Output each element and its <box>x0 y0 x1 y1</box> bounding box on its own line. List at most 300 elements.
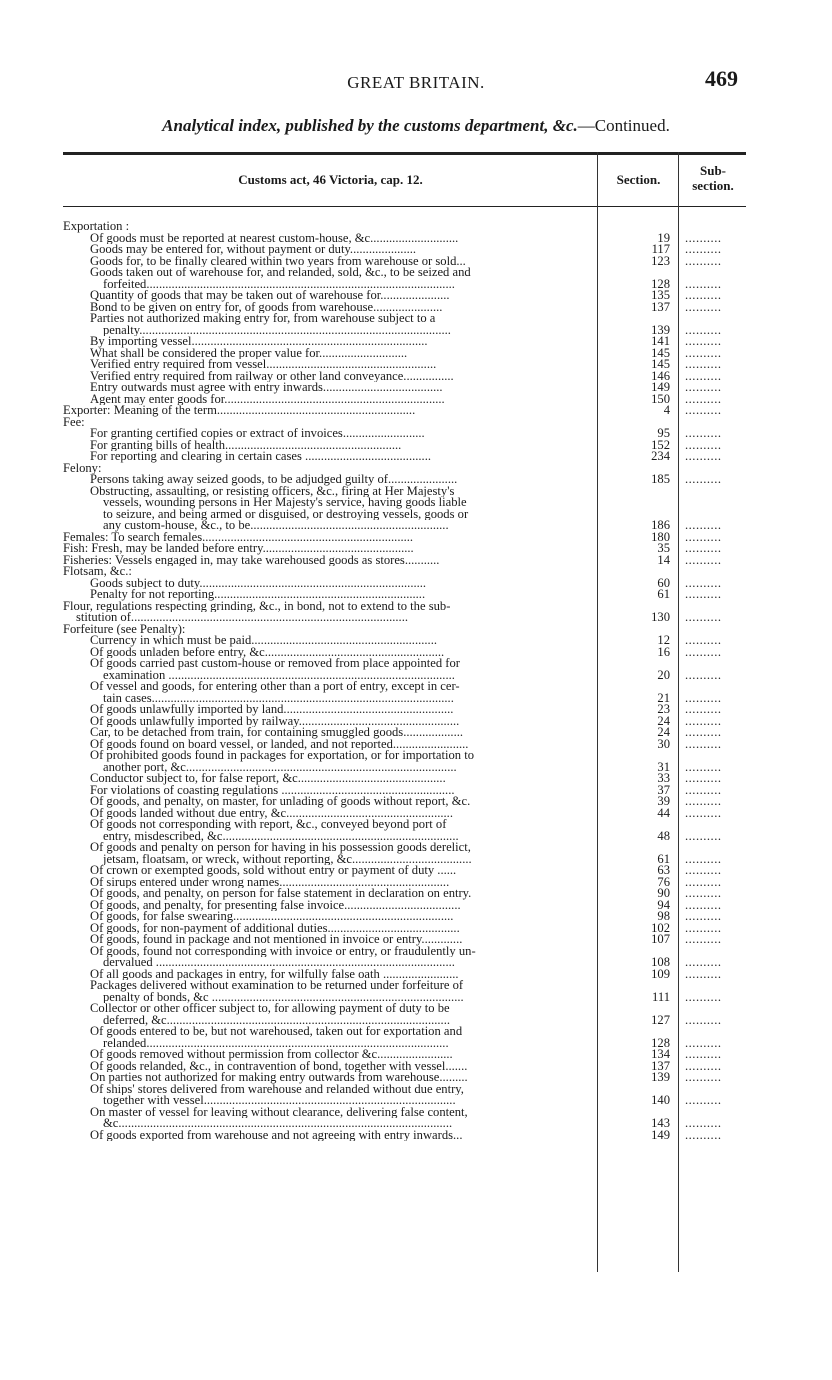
index-entry-row <box>63 946 746 969</box>
subsection-leader: .......... <box>685 1014 722 1026</box>
index-entry-line: examination ........................................................................................... <box>103 669 455 681</box>
index-entry-line: Of all goods and packages in entry, for wilfully false oath ........................ <box>90 968 459 980</box>
section-number: 24 <box>657 713 670 728</box>
subsection-leader: .......... <box>685 474 722 486</box>
subsection-leader: .......... <box>685 1095 722 1107</box>
section-number: 102 <box>651 920 670 935</box>
index-entry-text <box>63 1130 593 1142</box>
index-entry-text <box>63 359 593 371</box>
subsection-leader: .......... <box>685 531 722 543</box>
index-entry-line: Females: To search females................................................................... <box>63 531 414 543</box>
subsection-leader: .......... <box>685 1049 722 1061</box>
subsection-leader: .......... <box>685 704 722 716</box>
section-number: 111 <box>652 989 670 1004</box>
index-entry-text <box>63 727 593 739</box>
index-entry-row <box>63 704 746 716</box>
index-entry-text <box>63 451 593 463</box>
index-entry-text <box>63 980 593 1003</box>
section-number: 149 <box>651 1127 670 1142</box>
subsection-leader: .......... <box>685 796 722 808</box>
subsection-leader: .......... <box>685 393 722 405</box>
index-entry-row <box>63 874 746 889</box>
index-entry-text <box>63 1107 593 1130</box>
subsection-leader: .......... <box>685 761 722 773</box>
index-entry-line: Of goods found on board vessel, or landed, and not reported........................ <box>90 738 469 750</box>
index-entry-row <box>63 842 746 865</box>
subsection-leader: .......... <box>685 830 722 842</box>
section-number: 60 <box>657 575 670 590</box>
index-entry-line: &c.......................................................................................................... <box>103 1118 453 1130</box>
subsection-leader: .......... <box>685 324 722 336</box>
index-entry-row <box>63 299 746 314</box>
index-entry-line: Of prohibited goods found in packages for exportation, or for importation to <box>90 750 475 762</box>
table-subtitle <box>0 116 832 136</box>
index-entry-line: Entry outwards must agree with entry inwards...................................... <box>90 382 443 394</box>
index-entry-line: Flour, regulations respecting grinding, &c., in bond, not to extend to the sub- <box>63 600 451 612</box>
index-entry-line: another port, &c...................................................................................... <box>103 761 457 773</box>
subsection-leader: .......... <box>685 727 722 739</box>
index-entry-row <box>63 391 746 406</box>
index-entry-row <box>63 566 746 578</box>
index-entry-row <box>63 601 746 624</box>
index-entry-line: any custom-house, &c., to be............................................................... <box>103 520 449 532</box>
index-entry-row <box>63 463 746 475</box>
index-entry-line: Of goods exported from warehouse and not agreeing with entry inwards... <box>90 1129 463 1141</box>
index-entry-line: Collector or other officer subject to, for allowing payment of duty to be <box>90 1003 450 1015</box>
index-entry-text <box>63 1049 593 1061</box>
index-entry-line: Goods subject to duty........................................................................ <box>90 577 427 589</box>
section-number: 185 <box>651 472 670 486</box>
section-number: 145 <box>651 357 670 371</box>
section-number: 12 <box>657 633 670 647</box>
section-number: 14 <box>657 552 670 567</box>
index-entry-text <box>63 313 593 336</box>
index-entry-line: Conductor subject to, for false report, &c............................................... <box>90 773 446 785</box>
index-entry-row <box>63 486 746 532</box>
index-entry-row <box>63 1049 746 1061</box>
subsection-leader: .......... <box>685 991 722 1003</box>
subsection-leader: .......... <box>685 957 722 969</box>
index-entry-row <box>63 253 746 268</box>
index-entry-line: Of goods unladen before entry, &c......................................................... <box>90 646 445 658</box>
index-entry-row <box>63 897 746 912</box>
section-number: 127 <box>651 1012 670 1027</box>
subsection-leader: .......... <box>685 232 722 244</box>
index-entry-line: Goods may be entered for, without payment or duty..................... <box>90 244 417 256</box>
index-entry-text <box>63 233 593 245</box>
index-entry-line: deferred, &c.......................................................................................... <box>103 1014 450 1026</box>
section-number: 35 <box>657 541 670 555</box>
page-number: 469 <box>705 66 738 91</box>
index-entry-text <box>63 566 593 578</box>
section-number: 128 <box>651 1035 670 1050</box>
index-entry-line: Verified entry required from railway or other land conveyance................ <box>90 370 454 382</box>
index-entry-line: Of goods entered to be, but not warehoused, taken out for exportation and <box>90 1026 463 1038</box>
index-entry-text <box>63 348 593 360</box>
index-entry-line: Of goods not corresponding with report, &c., conveyed beyond port of <box>90 819 447 831</box>
section-number: 19 <box>657 230 670 245</box>
subsection-leader: .......... <box>685 244 722 256</box>
subsection-leader: .......... <box>685 612 722 624</box>
index-entry-line: Car, to be detached from train, for containing smuggled goods................... <box>90 727 464 739</box>
index-entry-line: Of goods, and penalty, for presenting false invoice..................................... <box>90 899 461 911</box>
section-number: 20 <box>657 667 670 682</box>
index-entry-row <box>63 474 746 486</box>
index-entry-text <box>63 336 593 348</box>
index-entry-line: Of goods, and penalty, on person for false statement in declaration on entry. <box>90 888 472 900</box>
index-entry-line: relanded................................................................................................ <box>103 1037 449 1049</box>
column-header-subsection-line2: section. <box>692 178 734 193</box>
index-entry-line: Packages delivered without examination to be returned under forfeiture of <box>90 980 464 992</box>
section-number: 21 <box>657 690 670 705</box>
section-number: 152 <box>651 437 670 452</box>
index-entry-row <box>63 345 746 360</box>
index-entry-line: Of goods removed without permission from collector &c........................ <box>90 1049 453 1061</box>
index-entry-text <box>63 1026 593 1049</box>
index-entry-line: Verified entry required from vessel...................................................... <box>90 359 437 371</box>
subsection-leader: .......... <box>685 807 722 819</box>
index-entry-text <box>63 946 593 969</box>
index-entry-text <box>63 244 593 256</box>
section-number: 37 <box>657 782 670 797</box>
section-number: 90 <box>657 886 670 900</box>
index-entry-line: Of goods relanded, &c., in contravention of bond, together with vessel....... <box>90 1060 468 1072</box>
index-entry-row <box>63 911 746 923</box>
section-number: 61 <box>657 851 670 866</box>
index-entry-text <box>63 428 593 440</box>
index-entry-row <box>63 552 746 567</box>
section-number: 117 <box>651 242 670 256</box>
index-entry-row <box>63 1058 746 1073</box>
index-entry-line: penalty................................................................................................... <box>103 324 451 336</box>
subsection-leader: .......... <box>685 968 722 980</box>
section-number: 180 <box>651 529 670 544</box>
index-entry-text <box>63 405 593 417</box>
index-entry-text <box>63 1084 593 1107</box>
section-number: 94 <box>657 897 670 912</box>
index-entry-text <box>63 888 593 900</box>
subsection-leader: .......... <box>685 439 722 451</box>
subsection-leader: .......... <box>685 1129 722 1141</box>
index-entry-row <box>63 1127 746 1142</box>
section-number: 109 <box>651 966 670 981</box>
index-entry-text <box>63 842 593 865</box>
subsection-leader: .......... <box>685 784 722 796</box>
section-number: 107 <box>651 932 670 946</box>
index-entry-text <box>63 589 593 601</box>
subsection-leader: .......... <box>685 359 722 371</box>
index-entry-row <box>63 451 746 463</box>
index-entry-text <box>63 635 593 647</box>
index-entry-line: Of goods must be reported at nearest custom-house, &c............................ <box>90 232 459 244</box>
index-entry-row <box>63 1003 746 1026</box>
index-entry-line: Of goods unlawfully imported by land...................................................... <box>90 704 454 716</box>
index-entry-text <box>63 647 593 659</box>
index-entry-row <box>63 727 746 739</box>
index-entry-line: together with vessel................................................................................ <box>103 1095 456 1107</box>
subsection-leader: .......... <box>685 1037 722 1049</box>
index-entry-line: For granting bills of health........................................................ <box>90 439 402 451</box>
subsection-leader: .......... <box>685 865 722 877</box>
section-number: 150 <box>651 391 670 406</box>
index-entry-line: Of ships' stores delivered from warehouse and relanded without due entry, <box>90 1083 464 1095</box>
index-entry-text <box>63 474 593 486</box>
section-number: 145 <box>651 345 670 360</box>
section-number: 128 <box>651 276 670 291</box>
index-entry-text <box>63 601 593 624</box>
index-entry-line: tain cases................................................................................................ <box>103 692 454 704</box>
index-entry-text <box>63 808 593 820</box>
index-entry-line: penalty of bonds, &c ................................................................................ <box>103 991 464 1003</box>
section-number: 39 <box>657 794 670 808</box>
subsection-leader: .......... <box>685 336 722 348</box>
index-entry-text <box>63 923 593 935</box>
section-number: 137 <box>651 1058 670 1073</box>
index-entry-text <box>63 819 593 842</box>
section-number: 139 <box>651 1070 670 1084</box>
index-entry-row <box>63 1107 746 1130</box>
column-header-section: Section. <box>616 172 661 187</box>
subsection-leader: .......... <box>685 520 722 532</box>
section-number: 30 <box>657 736 670 751</box>
subsection-leader: .......... <box>685 876 722 888</box>
subsection-leader: .......... <box>685 577 722 589</box>
index-entry-text <box>63 543 593 555</box>
subsection-leader: .......... <box>685 1060 722 1072</box>
index-entry-row <box>63 736 746 751</box>
index-entry-line: Bond to be given on entry for, of goods from warehouse...................... <box>90 301 443 313</box>
index-entry-text <box>63 578 593 590</box>
index-entry-line: By importing vessel........................................................................... <box>90 336 428 348</box>
index-entry-line: vessels, wounding persons in Her Majesty's service, having goods liable <box>103 497 467 509</box>
index-entry-row <box>63 368 746 383</box>
index-entry-text <box>63 934 593 946</box>
index-entry-row <box>63 658 746 681</box>
index-entry-line: Fee: <box>63 416 85 428</box>
index-entry-row <box>63 782 746 797</box>
index-entry-text <box>63 486 593 532</box>
section-number: 76 <box>657 874 670 889</box>
index-entry-line: For granting certified copies or extract of invoices.......................... <box>90 428 425 440</box>
section-number: 95 <box>657 426 670 440</box>
index-entry-text <box>63 739 593 751</box>
index-entry-text <box>63 555 593 567</box>
section-number: 16 <box>657 644 670 659</box>
subsection-leader: .......... <box>685 669 722 681</box>
index-entry-line: What shall be considered the proper value for............................ <box>90 347 408 359</box>
section-number: 123 <box>651 253 670 268</box>
index-entry-line: Of goods, and penalty, on master, for unlading of goods without report, &c. <box>90 796 471 808</box>
subsection-leader: .......... <box>685 301 722 313</box>
section-number: 140 <box>651 1093 670 1107</box>
index-entry-line: jetsam, floatsam, or wreck, without reporting, &c...................................... <box>103 853 472 865</box>
subsection-leader: .......... <box>685 382 722 394</box>
table-top-rule <box>63 152 746 155</box>
section-number: 143 <box>651 1116 670 1130</box>
index-entry-row <box>63 1026 746 1049</box>
index-entry-line: Forfeiture (see Penalty): <box>63 623 186 635</box>
index-entry-text <box>63 256 593 268</box>
index-entry-text <box>63 417 593 429</box>
running-head-title: GREAT BRITAIN. <box>347 73 485 92</box>
index-entry-row <box>63 290 746 302</box>
subsection-leader: .......... <box>685 451 722 463</box>
index-entry-line: Goods for, to be finally cleared within two years from warehouse or sold... <box>90 255 466 267</box>
index-entry-line: Of goods landed without due entry, &c..................................................... <box>90 807 453 819</box>
index-entry-line: On parties not authorized for making entry outwards from warehouse......... <box>90 1072 468 1084</box>
index-entry-line: For reporting and clearing in certain cases ........................................ <box>90 451 431 463</box>
index-entry-line: forfeited.................................................................................................. <box>103 278 455 290</box>
index-entry-row <box>63 635 746 647</box>
index-entry-line: On master of vessel for leaving without clearance, delivering false content, <box>90 1106 468 1118</box>
subsection-leader: .......... <box>685 635 722 647</box>
index-entry-row <box>63 382 746 394</box>
index-entry-row <box>63 980 746 1003</box>
section-number: 4 <box>663 403 670 417</box>
section-number: 44 <box>657 805 670 820</box>
index-entry-text <box>63 221 593 233</box>
section-number: 186 <box>651 518 670 532</box>
index-entry-text <box>63 969 593 981</box>
subsection-leader: .......... <box>685 1072 722 1084</box>
index-entry-row <box>63 773 746 785</box>
index-entry-text <box>63 796 593 808</box>
index-entry-line: Exportation : <box>63 221 130 233</box>
index-entry-row <box>63 543 746 555</box>
subsection-leader: .......... <box>685 347 722 359</box>
index-entry-line: Of goods, found in package and not mentioned in invoice or entry............. <box>90 934 463 946</box>
index-entry-text <box>63 1061 593 1073</box>
index-entry-line: Of sirups entered under wrong names...................................................... <box>90 876 450 888</box>
section-number: 108 <box>651 955 670 969</box>
section-number: 48 <box>657 828 670 843</box>
index-entry-row <box>63 934 746 946</box>
index-entry-text <box>63 382 593 394</box>
subtitle-italic: Analytical index, published by the customs department, &c. <box>162 116 578 135</box>
index-entry-text <box>63 371 593 383</box>
index-entry-line: Of goods carried past custom-house or removed from place appointed for <box>90 658 460 670</box>
index-entry-row <box>63 575 746 590</box>
index-entry-row <box>63 221 746 233</box>
section-number: 23 <box>657 702 670 716</box>
index-entry-line: Of goods, found not corresponding with invoice or entry, or fraudulently un- <box>90 945 476 957</box>
index-entry-text <box>63 773 593 785</box>
index-entry-row <box>63 819 746 842</box>
index-entry-row <box>63 589 746 601</box>
index-entry-row <box>63 230 746 245</box>
index-entry-text <box>63 1072 593 1084</box>
index-entry-text <box>63 865 593 877</box>
index-entry-text <box>63 900 593 912</box>
index-entry-text <box>63 785 593 797</box>
index-entry-text <box>63 877 593 889</box>
index-entry-line: Of goods unlawfully imported by railway................................................... <box>90 715 460 727</box>
index-entry-text <box>63 1003 593 1026</box>
index-entry-line: Exporter: Meaning of the term............................................................... <box>63 405 416 417</box>
section-number: 137 <box>651 299 670 314</box>
index-entry-row <box>63 267 746 290</box>
index-entry-text <box>63 267 593 290</box>
index-entry-line: Penalty for not reporting................................................................... <box>90 589 426 601</box>
section-number: 135 <box>651 288 670 302</box>
index-entry-row <box>63 920 746 935</box>
index-entry-line: Agent may enter goods for...................................................................... <box>90 393 445 405</box>
section-number: 61 <box>657 587 670 601</box>
index-entry-row <box>63 405 746 417</box>
index-entry-row <box>63 624 746 636</box>
index-entry-text <box>63 440 593 452</box>
index-entry-text <box>63 658 593 681</box>
subsection-leader: .......... <box>685 428 722 440</box>
index-entry-line: Of goods, for false swearing...................................................................... <box>90 911 454 923</box>
column-header-title: Customs act, 46 Victoria, cap. 12. <box>238 172 423 187</box>
index-entry-line: Fish: Fresh, may be landed before entry................................................ <box>63 543 414 555</box>
subsection-leader: .......... <box>685 899 722 911</box>
index-entry-row <box>63 750 746 773</box>
index-entry-text <box>63 716 593 728</box>
index-entry-row <box>63 244 746 256</box>
index-entry-line: Fisheries: Vessels engaged in, may take warehoused goods as stores........... <box>63 554 440 566</box>
column-header-subsection-line1: Sub- <box>699 163 727 178</box>
index-entry-row <box>63 313 746 336</box>
subsection-leader: .......... <box>685 1118 722 1130</box>
subsection-leader: .......... <box>685 255 722 267</box>
index-entry-row <box>63 681 746 704</box>
section-number: 146 <box>651 368 670 383</box>
subtitle-continued: —Continued. <box>577 116 670 135</box>
index-entry-text <box>63 394 593 406</box>
subsection-leader: .......... <box>685 543 722 555</box>
index-entry-line: stitution of........................................................................................ <box>76 612 408 624</box>
index-entry-line: to seizure, and being armed or disguised, or destroying vessels, goods or <box>103 508 469 520</box>
index-entry-text <box>63 532 593 544</box>
index-entry-row <box>63 417 746 429</box>
index-entry-text <box>63 681 593 704</box>
index-entry-line: Of goods, for non-payment of additional duties.......................................... <box>90 922 460 934</box>
index-entry-text <box>63 463 593 475</box>
index-entry-row <box>63 966 746 981</box>
section-number: 98 <box>657 909 670 923</box>
index-entry-text <box>63 290 593 302</box>
subsection-leader: .......... <box>685 911 722 923</box>
table-header-rule <box>63 206 746 207</box>
index-entry-line: dervalued ............................................................................................... <box>103 957 455 969</box>
index-entry-text <box>63 624 593 636</box>
section-number: 31 <box>657 759 670 774</box>
index-table-body <box>63 221 746 1141</box>
subsection-leader: .......... <box>685 290 722 302</box>
section-number: 24 <box>657 725 670 739</box>
subsection-leader: .......... <box>685 646 722 658</box>
index-entry-line: Of goods and penalty on person for having in his possession goods derelict, <box>90 842 471 854</box>
subsection-leader: .......... <box>685 589 722 601</box>
index-entry-text <box>63 911 593 923</box>
section-number: 139 <box>651 322 670 337</box>
index-entry-row <box>63 1072 746 1084</box>
subsection-leader: .......... <box>685 554 722 566</box>
index-entry-text <box>63 750 593 773</box>
section-number: 63 <box>657 863 670 877</box>
index-entry-row <box>63 865 746 877</box>
index-entry-text <box>63 704 593 716</box>
subsection-leader: .......... <box>685 922 722 934</box>
index-entry-line: Persons taking away seized goods, to be adjudged guilty of...................... <box>90 474 458 486</box>
index-entry-line: entry, misdescribed, &c........................................................................... <box>103 830 459 842</box>
column-header-subsection <box>680 163 746 193</box>
subsection-leader: .......... <box>685 692 722 704</box>
subsection-leader: .......... <box>685 405 722 417</box>
subsection-leader: .......... <box>685 934 722 946</box>
